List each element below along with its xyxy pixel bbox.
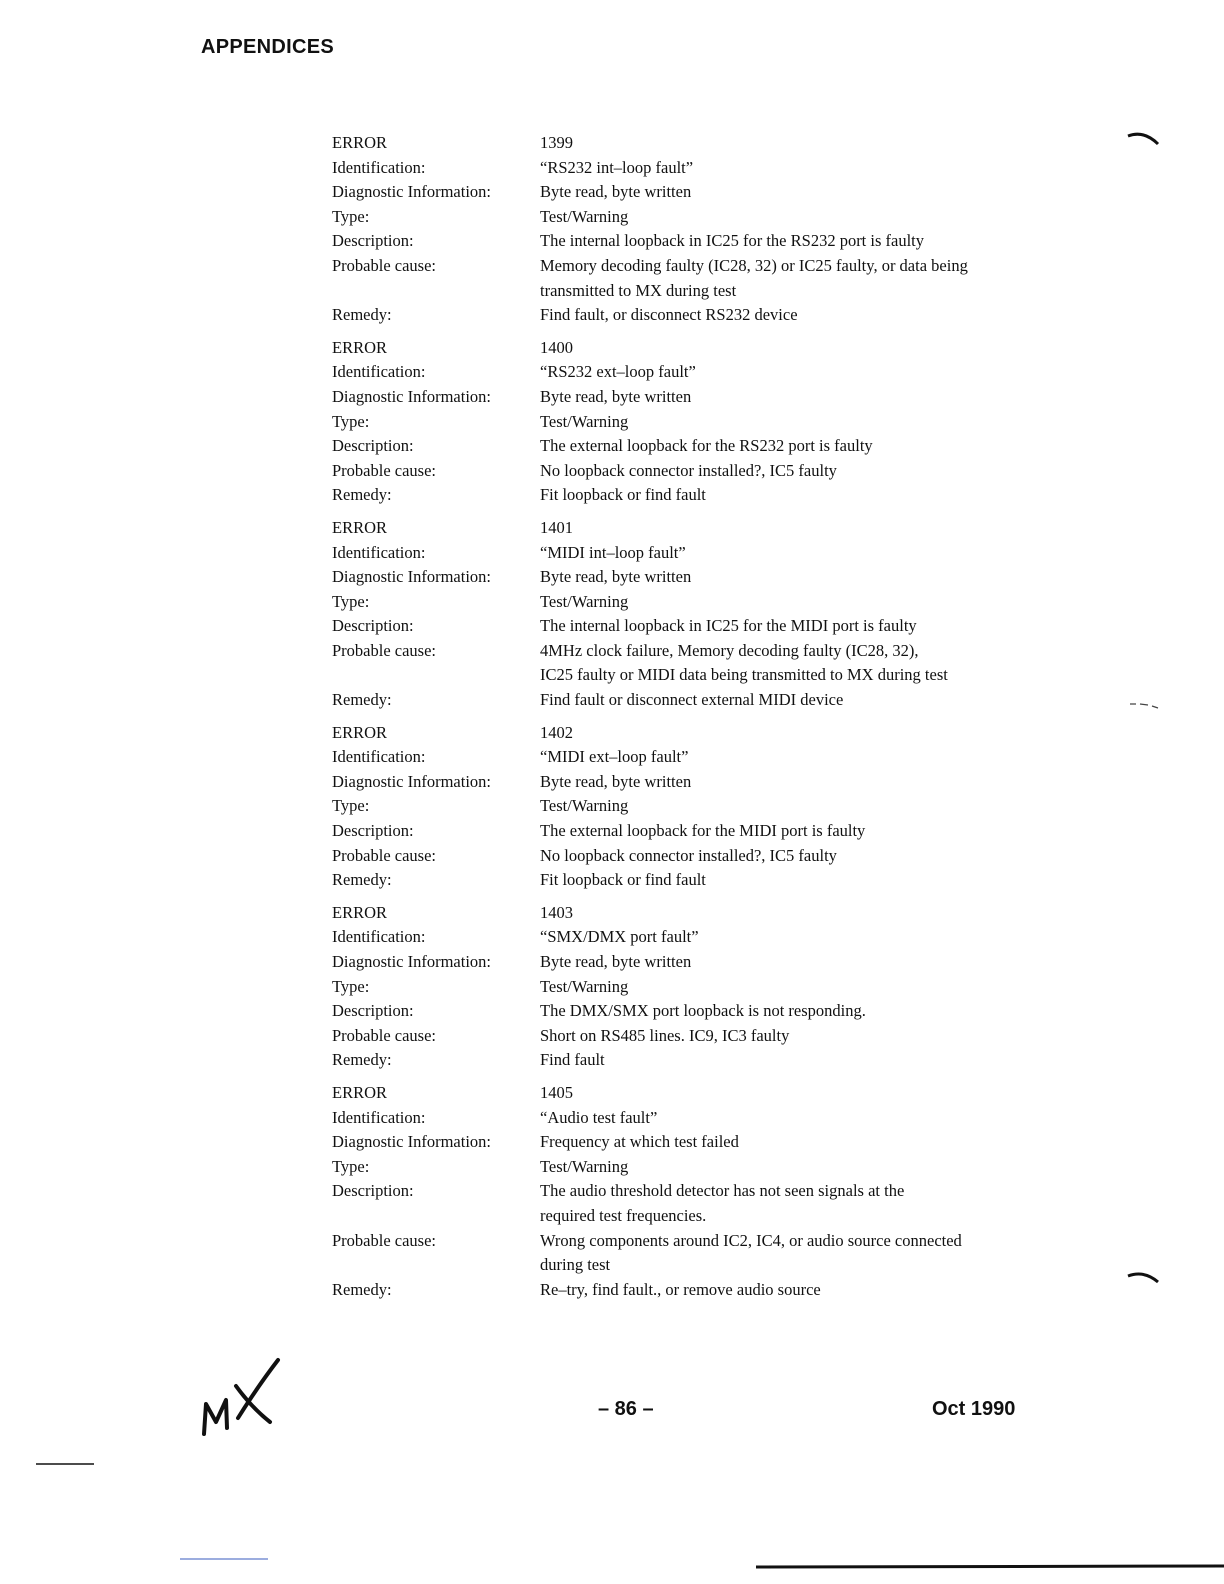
diagnostic-row [332,385,1052,410]
description-label: Description: [332,1181,414,1201]
diagnostic-value: Byte read, byte written [540,182,692,202]
error-entry [332,901,1052,1073]
remedy-value: Fit loopback or find fault [540,485,706,505]
remedy-label: Remedy: [332,870,392,890]
description-value: The DMX/SMX port loopback is not responding. [540,1001,866,1021]
probable-cause-label: Probable cause: [332,845,437,865]
diagnostic-value: Byte read, byte written [540,567,692,587]
type-row [332,1155,1052,1180]
diagnostic-label: Diagnostic Information: [332,1132,492,1152]
probable-cause-row [332,459,1052,484]
description-value: The external loopback for the RS232 port is faulty [540,436,873,456]
type-label: Type: [332,796,370,816]
diagnostic-label: Diagnostic Information: [332,567,492,587]
footer-date: Oct 1990 [932,1398,1016,1420]
error-entry-list [332,131,1052,1310]
identification-label: Identification: [332,1107,426,1127]
description-label: Description: [332,231,414,251]
type-label: Type: [332,591,370,611]
remedy-value: Re–try, find fault., or remove audio source [540,1279,821,1299]
description-row [332,434,1052,459]
error-label: ERROR [332,517,388,537]
remedy-label: Remedy: [332,690,392,710]
error-code-row [332,901,1052,926]
identification-value: “RS232 int–loop fault” [540,157,694,177]
identification-row [332,360,1052,385]
mx-logo-icon [196,1356,286,1440]
error-code-row [332,721,1052,746]
description-label: Description: [332,616,414,636]
probable-cause-label: Probable cause: [332,640,437,660]
type-row [332,975,1052,1000]
scan-line-icon [756,1562,1224,1572]
remedy-row [332,483,1052,508]
identification-label: Identification: [332,362,426,382]
diagnostic-row [332,770,1052,795]
error-label: ERROR [332,722,388,742]
diagnostic-label: Diagnostic Information: [332,386,492,406]
type-value: Test/Warning [540,411,629,431]
identification-value: “Audio test fault” [540,1107,658,1127]
identification-value: “SMX/DMX port fault” [540,927,699,947]
page-header-title: APPENDICES [201,36,335,58]
remedy-label: Remedy: [332,1279,392,1299]
error-code-row [332,131,1052,156]
diagnostic-row [332,1130,1052,1155]
identification-value: “MIDI ext–loop fault” [540,747,689,767]
page-number: – 86 – [598,1398,654,1420]
probable-cause-value: 4MHz clock failure, Memory decoding faulty (IC28, 32), IC25 faulty or MIDI data being transmitted to MX during test [540,640,948,685]
type-label: Type: [332,1156,370,1176]
probable-cause-row [332,639,1052,688]
probable-cause-label: Probable cause: [332,1230,437,1250]
type-row [332,410,1052,435]
error-entry [332,131,1052,328]
identification-label: Identification: [332,542,426,562]
error-entry [332,336,1052,508]
diagnostic-row [332,950,1052,975]
probable-cause-value: Memory decoding faulty (IC28, 32) or IC25 faulty, or data being transmitted to MX during test [540,255,968,300]
probable-cause-label: Probable cause: [332,460,437,480]
error-code: 1399 [540,133,573,152]
description-value: The internal loopback in IC25 for the RS232 port is faulty [540,231,925,251]
description-value: The audio threshold detector has not seen signals at the required test frequencies. [540,1181,905,1225]
description-label: Description: [332,436,414,456]
remedy-label: Remedy: [332,1050,392,1070]
remedy-row [332,688,1052,713]
identification-label: Identification: [332,927,426,947]
type-label: Type: [332,411,370,431]
probable-cause-value: Wrong components around IC2, IC4, or audio source connected during test [540,1230,962,1275]
error-code-row [332,336,1052,361]
diagnostic-row [332,180,1052,205]
error-code-row [332,516,1052,541]
remedy-row [332,868,1052,893]
diagnostic-row [332,565,1052,590]
identification-value: “MIDI int–loop fault” [540,542,686,562]
error-label: ERROR [332,902,388,922]
description-value: The internal loopback in IC25 for the MIDI port is faulty [540,616,917,636]
type-value: Test/Warning [540,1156,629,1176]
probable-cause-row [332,1229,1052,1278]
probable-cause-value: No loopback connector installed?, IC5 faulty [540,460,837,480]
probable-cause-row [332,254,1052,303]
type-label: Type: [332,206,370,226]
identification-label: Identification: [332,747,426,767]
description-value: The external loopback for the MIDI port is faulty [540,821,866,841]
remedy-value: Find fault or disconnect external MIDI device [540,690,844,710]
error-label: ERROR [332,133,388,152]
scan-mark-icon [1126,128,1162,150]
diagnostic-value: Byte read, byte written [540,952,692,971]
remedy-label: Remedy: [332,305,392,325]
remedy-row [332,1278,1052,1303]
error-code: 1402 [540,722,573,742]
error-label: ERROR [332,1082,388,1102]
remedy-value: Fit loopback or find fault [540,870,706,890]
probable-cause-label: Probable cause: [332,1025,437,1045]
identification-row [332,541,1052,566]
scan-mark-icon [1126,1268,1162,1288]
error-code: 1405 [540,1082,573,1102]
description-row [332,614,1052,639]
probable-cause-value: Short on RS485 lines. IC9, IC3 faulty [540,1025,790,1045]
probable-cause-value: No loopback connector installed?, IC5 faulty [540,845,837,865]
identification-row [332,1106,1052,1131]
remedy-value: Find fault [540,1050,605,1070]
error-label: ERROR [332,337,388,357]
diagnostic-label: Diagnostic Information: [332,182,492,202]
scan-line-icon [180,1556,270,1562]
type-value: Test/Warning [540,591,629,611]
diagnostic-value: Byte read, byte written [540,386,692,406]
probable-cause-row [332,1024,1052,1049]
probable-cause-row [332,844,1052,869]
identification-row [332,925,1052,950]
description-row [332,999,1052,1024]
type-row [332,794,1052,819]
type-value: Test/Warning [540,976,629,996]
description-label: Description: [332,821,414,841]
scan-line-icon [36,1460,100,1468]
remedy-value: Find fault, or disconnect RS232 device [540,305,798,325]
identification-label: Identification: [332,157,426,177]
error-code: 1403 [540,902,573,922]
description-row [332,229,1052,254]
error-entry [332,721,1052,893]
description-row [332,819,1052,844]
error-entry [332,1081,1052,1302]
error-code: 1401 [540,517,573,537]
description-label: Description: [332,1001,414,1021]
type-label: Type: [332,976,370,996]
description-row [332,1179,1052,1228]
remedy-row [332,303,1052,328]
identification-value: “RS232 ext–loop fault” [540,362,696,382]
type-row [332,205,1052,230]
error-code-row [332,1081,1052,1106]
remedy-row [332,1048,1052,1073]
error-code: 1400 [540,337,573,357]
type-row [332,590,1052,615]
probable-cause-label: Probable cause: [332,255,437,275]
diagnostic-value: Frequency at which test failed [540,1132,739,1152]
diagnostic-label: Diagnostic Information: [332,952,492,971]
remedy-label: Remedy: [332,485,392,505]
error-entry [332,516,1052,713]
identification-row [332,745,1052,770]
identification-row [332,156,1052,181]
diagnostic-value: Byte read, byte written [540,771,692,791]
type-value: Test/Warning [540,796,629,816]
scan-mark-icon [1128,700,1162,712]
type-value: Test/Warning [540,206,629,226]
diagnostic-label: Diagnostic Information: [332,771,492,791]
